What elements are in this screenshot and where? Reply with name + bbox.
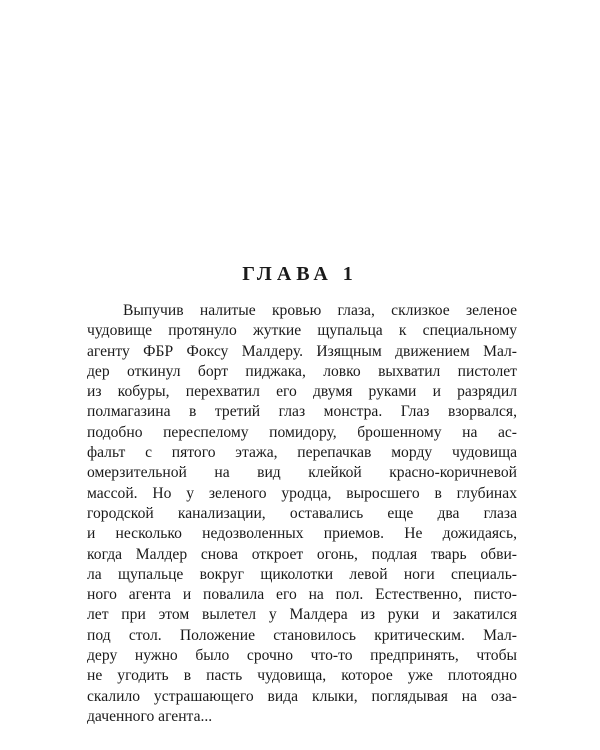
- text-line: агенту ФБР Фоксу Малдеру. Изящным движением Мал-: [87, 342, 517, 360]
- text-line: ла щупальце вокруг щиколотки левой ноги специаль-: [87, 565, 517, 583]
- text-line: Выпучив налитые кровью глаза, склизкое зеленое: [123, 302, 517, 319]
- text-line: под стол. Положение становилось критическим. Мал-: [87, 626, 517, 644]
- text-line: скалило устрашающего вида клыки, поглядывая на оза-: [87, 687, 517, 705]
- text-line: омерзительной на вид клейкой красно-коричневой: [87, 464, 517, 482]
- text-line: даченного агента...: [87, 707, 213, 725]
- text-line: фальт с пятого этажа, перепачкав морду чудовища: [87, 444, 517, 462]
- text-line: лет при этом вылетел у Малдера из руки и закатился: [87, 606, 517, 624]
- text-line: массой. Но у зеленого уродца, выросшего в глубинах: [87, 484, 517, 502]
- text-line: подобно переспелому помидору, брошенному на ас-: [87, 423, 517, 441]
- text-line: чудовище протянуло жуткие щупальца к специальному: [87, 322, 517, 340]
- chapter-paragraph: [87, 301, 517, 727]
- text-line: деру нужно было срочно что-то предпринять, чтобы: [87, 647, 517, 665]
- text-line: дер откинул борт пиджака, ловко выхватил пистолет: [87, 362, 517, 380]
- text-line: и несколько недозволенных приемов. Не дожидаясь,: [87, 525, 517, 543]
- text-line: полмагазина в третий глаз монстра. Глаз взорвался,: [87, 403, 517, 421]
- chapter-title: ГЛАВА 1: [242, 263, 358, 285]
- text-line: городской канализации, оставались еще два глаза: [87, 504, 517, 522]
- text-line: из кобуры, перехватил его двумя руками и разрядил: [87, 383, 517, 401]
- text-line: ного агента и повалила его на пол. Естественно, писто-: [87, 586, 517, 604]
- text-line: не угодить в пасть чудовища, которое уже плотоядно: [87, 667, 517, 685]
- text-line: когда Малдер снова откроет огонь, подлая тварь обви-: [87, 545, 517, 563]
